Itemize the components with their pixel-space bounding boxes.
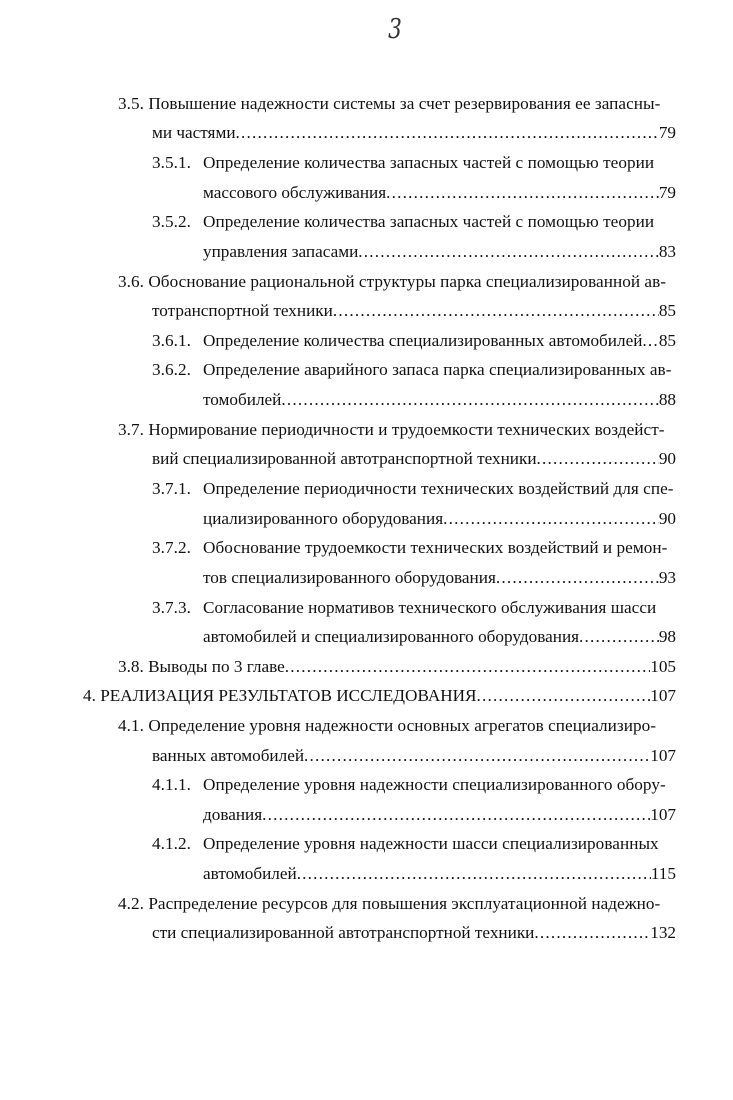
toc-page-number: 79	[658, 123, 676, 142]
toc-entry-4-1-1-title: Определение уровня надежности специализированного обору-	[203, 775, 666, 794]
toc-page-number: 93	[658, 568, 676, 587]
toc-page-number: 83	[658, 242, 676, 261]
toc-entry-4-1[interactable]	[152, 744, 676, 768]
toc-entry-title-cont: ванных автомобилей	[152, 746, 305, 765]
toc-page-number: 107	[650, 746, 676, 765]
leader-dots	[304, 744, 650, 768]
leader-dots	[537, 447, 659, 471]
toc-entry-3-7[interactable]	[152, 447, 676, 471]
toc-entry-title-cont: ми частями	[152, 123, 236, 142]
leader-dots	[333, 299, 659, 323]
leader-dots	[443, 507, 659, 531]
toc-page-number: 88	[658, 390, 676, 409]
leader-dots	[386, 181, 659, 205]
toc-page-number: 90	[658, 449, 676, 468]
toc-entry-title-cont: автомобилей	[203, 864, 297, 883]
toc-entry-title: Определение количества специализированных автомобилей	[203, 331, 643, 350]
toc-entry-title: 3.8. Выводы по 3 главе	[118, 657, 285, 676]
toc-entry-title-cont: сти специализированной автотранспортной техники	[152, 923, 535, 942]
toc-entry-title-cont: автомобилей и специализированного оборудования	[203, 627, 580, 646]
toc-entry-4-1-2[interactable]	[203, 862, 676, 886]
toc-entry-3-6[interactable]	[152, 299, 676, 323]
toc-entry-4-2-title: 4.2. Распределение ресурсов для повышения эксплуатационной надежно-	[118, 894, 661, 913]
toc-page-number: 107	[650, 805, 676, 824]
toc-entry-title-cont: тов специализированного оборудования	[203, 568, 496, 587]
toc-entry-3-6-1[interactable]	[203, 329, 676, 353]
toc-entry-3-8[interactable]	[118, 655, 676, 679]
toc-page-number: 98	[658, 627, 676, 646]
toc-page-number: 79	[658, 183, 676, 202]
toc-entry-4-1-1[interactable]	[203, 803, 676, 827]
toc-entry-3-5-1[interactable]	[203, 181, 676, 205]
leader-dots	[281, 388, 658, 412]
toc-entry-4-1-2-title: Определение уровня надежности шасси специализированных	[203, 834, 659, 853]
toc-entry-3-6-title: 3.6. Обоснование рациональной структуры парка специализированной ав-	[118, 272, 667, 291]
toc-page-number: 132	[650, 923, 676, 942]
leader-dots	[358, 240, 659, 264]
toc-entry-title-cont: томобилей	[203, 390, 282, 409]
toc-page-number: 90	[658, 509, 676, 528]
toc-entry-3-5-2-number: 3.5.2.	[152, 212, 191, 231]
toc-entry-3-7-3-title: Согласование нормативов технического обслуживания шасси	[203, 598, 657, 617]
toc-page-number: 107	[650, 686, 676, 705]
toc-page-number: 105	[650, 657, 676, 676]
toc-entry-4-1-2-number: 4.1.2.	[152, 834, 191, 853]
leader-dots	[496, 566, 659, 590]
toc-entry-3-7-2-number: 3.7.2.	[152, 538, 191, 557]
leader-dots	[534, 921, 650, 945]
toc-entry-3-7-title: 3.7. Нормирование периодичности и трудоемкости технических воздейст-	[118, 420, 665, 439]
toc-page-number: 115	[650, 864, 676, 883]
toc-page-number: 85	[658, 331, 676, 350]
leader-dots	[297, 862, 651, 886]
toc-entry-3-7-1-title: Определение периодичности технических воздействий для спе-	[203, 479, 674, 498]
toc-entry-3-7-2[interactable]	[203, 566, 676, 590]
toc-page-number: 85	[658, 301, 676, 320]
toc-entry-3-7-1-number: 3.7.1.	[152, 479, 191, 498]
toc-chapter-title: 4. РЕАЛИЗАЦИЯ РЕЗУЛЬТАТОВ ИССЛЕДОВАНИЯ	[83, 686, 477, 705]
toc-entry-3-6-2-title: Определение аварийного запаса парка специализированных ав-	[203, 360, 672, 379]
toc-entry-chapter-4[interactable]	[83, 684, 676, 708]
toc-entry-3-5-2[interactable]	[203, 240, 676, 264]
toc-entry-title-cont: тотранспортной техники	[152, 301, 333, 320]
toc-entry-4-1-title: 4.1. Определение уровня надежности основных агрегатов специализиро-	[118, 716, 657, 735]
leader-dots	[642, 329, 658, 353]
leader-dots	[285, 655, 650, 679]
leader-dots	[477, 684, 651, 708]
toc-entry-title-cont: массового обслуживания	[203, 183, 387, 202]
toc-entry-3-7-2-title: Обоснование трудоемкости технических воздействий и ремон-	[203, 538, 668, 557]
toc-entry-title-cont: управления запасами	[203, 242, 359, 261]
toc-entry-3-7-3[interactable]	[203, 625, 676, 649]
leader-dots	[236, 121, 659, 145]
toc-entry-3-5-2-title: Определение количества запасных частей с помощью теории	[203, 212, 655, 231]
toc-entry-4-2[interactable]	[152, 921, 676, 945]
toc-entry-3-6-1-number: 3.6.1.	[152, 331, 191, 350]
toc-entry-3-6-2[interactable]	[203, 388, 676, 412]
toc-entry-3-5[interactable]	[152, 121, 676, 145]
toc-entry-3-7-1[interactable]	[203, 507, 676, 531]
leader-dots	[579, 625, 659, 649]
leader-dots	[262, 803, 650, 827]
toc-entry-3-5-title: 3.5. Повышение надежности системы за счет резервирования ее запасны-	[118, 94, 661, 113]
handwritten-page-number: 3	[388, 14, 402, 45]
toc-entry-3-5-1-number: 3.5.1.	[152, 153, 191, 172]
toc-entry-title-cont: вий специализированной автотранспортной техники	[152, 449, 537, 468]
toc-entry-4-1-1-number: 4.1.1.	[152, 775, 191, 794]
toc-entry-title-cont: циализированного оборудования	[203, 509, 444, 528]
toc-entry-3-5-1-title: Определение количества запасных частей с помощью теории	[203, 153, 655, 172]
toc-entry-title-cont: дования	[203, 805, 263, 824]
toc-entry-3-6-2-number: 3.6.2.	[152, 360, 191, 379]
toc-entry-3-7-3-number: 3.7.3.	[152, 598, 191, 617]
